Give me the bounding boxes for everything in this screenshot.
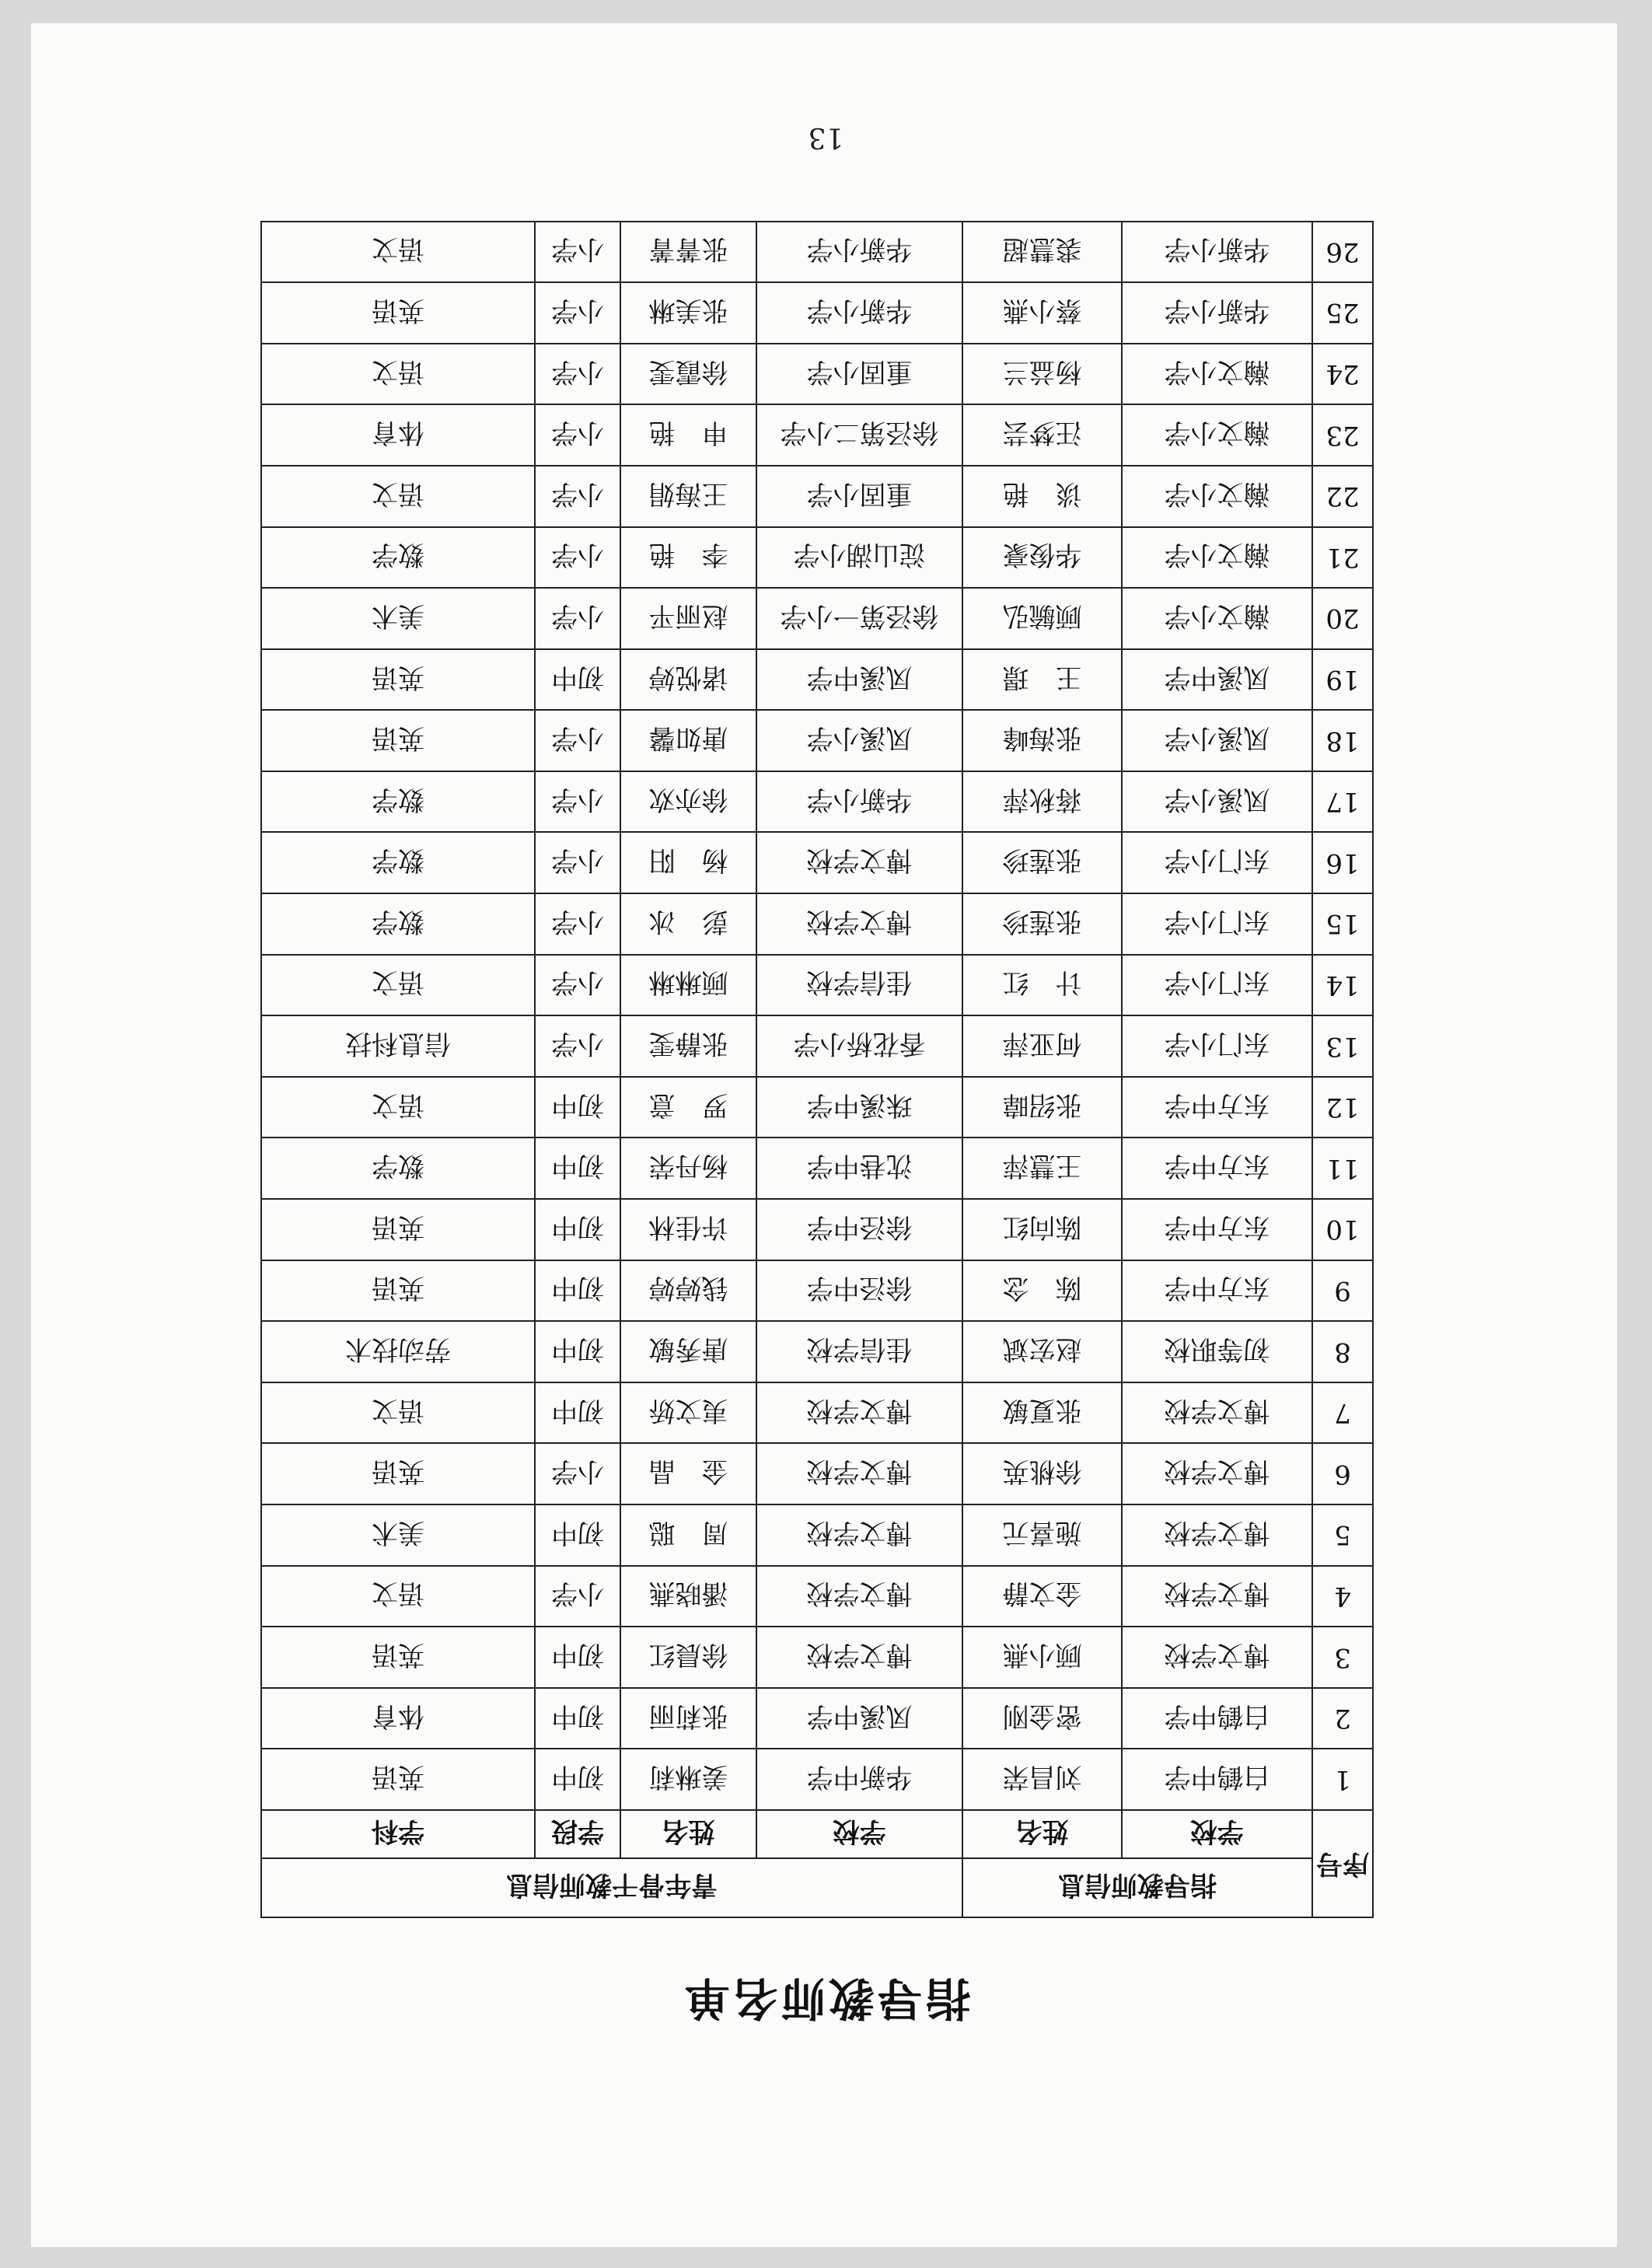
stage-cell: 初中 — [535, 1077, 620, 1138]
mentor-school-cell: 东方中学 — [1122, 1260, 1312, 1322]
mentor-name-cell: 顾毓弘 — [962, 588, 1122, 649]
stage-cell: 初中 — [535, 1688, 620, 1749]
young-name-cell: 钱婷婷 — [620, 1260, 756, 1322]
young-school-cell: 博文学校 — [756, 1566, 962, 1627]
mentor-school-cell: 瀚文小学 — [1122, 588, 1312, 649]
stage-cell: 小学 — [535, 1566, 620, 1627]
young-name-cell: 徐霞雯 — [620, 344, 756, 405]
mentor-name-cell: 王慧萍 — [962, 1137, 1122, 1199]
mentor-name-cell: 徐桃英 — [962, 1443, 1122, 1504]
mentor-name-cell: 张海峰 — [962, 710, 1122, 771]
subject-cell: 信息科技 — [261, 1015, 535, 1077]
mentor-school-cell: 白鹤中学 — [1122, 1688, 1312, 1749]
subject-cell: 美术 — [261, 588, 535, 649]
young-school-cell: 徐泾中学 — [756, 1260, 962, 1322]
mentor-name-cell: 密金刚 — [962, 1688, 1122, 1749]
young-name-header: 姓名 — [620, 1810, 756, 1858]
row-number: 10 — [1312, 1199, 1373, 1260]
table-row — [261, 649, 1373, 711]
young-school-cell: 博文学校 — [756, 833, 962, 894]
young-school-cell: 重固小学 — [756, 466, 962, 527]
young-school-cell: 凤溪中学 — [756, 1688, 962, 1749]
mentor-name-cell: 裘慧超 — [962, 222, 1122, 283]
young-name-cell: 徐亦欢 — [620, 771, 756, 833]
mentor-name-header: 姓名 — [962, 1810, 1122, 1858]
mentor-name-cell: 何亚萍 — [962, 1015, 1122, 1077]
row-number: 14 — [1312, 955, 1373, 1016]
row-number: 22 — [1312, 466, 1373, 527]
stage-cell: 初中 — [535, 1321, 620, 1382]
young-name-cell: 李 艳 — [620, 527, 756, 589]
young-name-cell: 徐晨红 — [620, 1627, 756, 1688]
group-header-row — [261, 1858, 1373, 1917]
row-number: 8 — [1312, 1321, 1373, 1382]
mentor-school-cell: 瀚文小学 — [1122, 527, 1312, 589]
row-number: 2 — [1312, 1688, 1373, 1749]
row-number: 3 — [1312, 1627, 1373, 1688]
mentor-school-cell: 华新小学 — [1122, 282, 1312, 344]
mentor-school-cell: 东门小学 — [1122, 893, 1312, 955]
table-row — [261, 955, 1373, 1016]
row-number: 21 — [1312, 527, 1373, 589]
mentor-school-cell: 凤溪小学 — [1122, 771, 1312, 833]
stage-cell: 小学 — [535, 588, 620, 649]
subject-cell: 语文 — [261, 1077, 535, 1138]
stage-cell: 小学 — [535, 955, 620, 1016]
table-row — [261, 1260, 1373, 1322]
young-school-cell: 博文学校 — [756, 893, 962, 955]
table-row — [261, 1321, 1373, 1382]
row-number: 25 — [1312, 282, 1373, 344]
young-name-cell: 杨 阳 — [620, 833, 756, 894]
table-row — [261, 833, 1373, 894]
mentor-school-cell: 东门小学 — [1122, 955, 1312, 1016]
mentor-school-cell: 博文学校 — [1122, 1382, 1312, 1444]
stage-cell: 小学 — [535, 710, 620, 771]
mentor-school-header: 学校 — [1122, 1810, 1312, 1858]
stage-cell: 初中 — [535, 649, 620, 711]
stage-cell: 小学 — [535, 466, 620, 527]
young-school-cell: 佳信学校 — [756, 955, 962, 1016]
subject-cell: 语文 — [261, 955, 535, 1016]
mentor-name-cell: 施喜元 — [962, 1504, 1122, 1566]
stage-cell: 初中 — [535, 1749, 620, 1810]
mentor-school-cell: 华新小学 — [1122, 222, 1312, 283]
stage-cell: 初中 — [535, 1382, 620, 1444]
table-row — [261, 1137, 1373, 1199]
table-row — [261, 893, 1373, 955]
mentor-name-cell: 张绍暐 — [962, 1077, 1122, 1138]
mentor-school-cell: 凤溪中学 — [1122, 649, 1312, 711]
subject-cell: 英语 — [261, 710, 535, 771]
row-number: 26 — [1312, 222, 1373, 283]
row-number: 16 — [1312, 833, 1373, 894]
subject-cell: 数学 — [261, 1137, 535, 1199]
subject-cell: 英语 — [261, 1260, 535, 1322]
row-number: 6 — [1312, 1443, 1373, 1504]
young-school-cell: 徐泾中学 — [756, 1199, 962, 1260]
row-number: 19 — [1312, 649, 1373, 711]
row-number: 5 — [1312, 1504, 1373, 1566]
mentor-school-cell: 瀚文小学 — [1122, 344, 1312, 405]
subject-cell: 体育 — [261, 1688, 535, 1749]
subject-cell: 美术 — [261, 1504, 535, 1566]
stage-cell: 小学 — [535, 771, 620, 833]
stage-cell: 小学 — [535, 833, 620, 894]
mentor-name-cell: 陈向红 — [962, 1199, 1122, 1260]
mentor-name-cell: 金文静 — [962, 1566, 1122, 1627]
young-name-cell: 张静雯 — [620, 1015, 756, 1077]
young-school-cell: 博文学校 — [756, 1504, 962, 1566]
subject-header: 学科 — [261, 1810, 535, 1858]
young-school-cell: 华新中学 — [756, 1749, 962, 1810]
table-row — [261, 1382, 1373, 1444]
mentor-school-cell: 东方中学 — [1122, 1077, 1312, 1138]
stage-cell: 小学 — [535, 222, 620, 283]
young-school-cell: 华新小学 — [756, 222, 962, 283]
table-row — [261, 1688, 1373, 1749]
mentor-name-cell: 王 璟 — [962, 649, 1122, 711]
mentor-name-cell: 蔡小燕 — [962, 282, 1122, 344]
mentor-name-cell: 计 红 — [962, 955, 1122, 1016]
table-row — [261, 1749, 1373, 1810]
young-school-cell: 华新小学 — [756, 282, 962, 344]
row-number: 15 — [1312, 893, 1373, 955]
subject-cell: 英语 — [261, 282, 535, 344]
table-row — [261, 466, 1373, 527]
young-name-cell: 潘晓燕 — [620, 1566, 756, 1627]
mentor-school-cell: 东门小学 — [1122, 1015, 1312, 1077]
stage-cell: 初中 — [535, 1260, 620, 1322]
mentor-school-cell: 博文学校 — [1122, 1566, 1312, 1627]
young-school-cell: 博文学校 — [756, 1627, 962, 1688]
young-name-cell: 杨丹荣 — [620, 1137, 756, 1199]
row-number: 24 — [1312, 344, 1373, 405]
mentor-school-cell: 瀚文小学 — [1122, 466, 1312, 527]
mentor-school-cell: 初等职校 — [1122, 1321, 1312, 1382]
young-name-cell: 唐秀敏 — [620, 1321, 756, 1382]
mentor-school-cell: 博文学校 — [1122, 1627, 1312, 1688]
seq-header: 序号 — [1312, 1810, 1373, 1917]
young-school-cell: 徐泾第一小学 — [756, 588, 962, 649]
young-school-cell: 博文学校 — [756, 1443, 962, 1504]
young-name-cell: 赵丽平 — [620, 588, 756, 649]
young-group-header: 青年骨干教师信息 — [261, 1858, 962, 1917]
mentor-school-cell: 东门小学 — [1122, 833, 1312, 894]
table-row — [261, 1566, 1373, 1627]
young-name-cell: 许佳林 — [620, 1199, 756, 1260]
young-school-cell: 凤溪中学 — [756, 649, 962, 711]
subject-cell: 数学 — [261, 771, 535, 833]
table-row — [261, 1504, 1373, 1566]
young-name-cell: 夷文娇 — [620, 1382, 756, 1444]
young-school-cell: 徐泾第二小学 — [756, 404, 962, 466]
row-number: 9 — [1312, 1260, 1373, 1322]
column-header-row — [261, 1810, 1373, 1858]
subject-cell: 语文 — [261, 222, 535, 283]
row-number: 18 — [1312, 710, 1373, 771]
subject-cell: 体育 — [261, 404, 535, 466]
row-number: 1 — [1312, 1749, 1373, 1810]
subject-cell: 劳动技术 — [261, 1321, 535, 1382]
table-row — [261, 527, 1373, 589]
mentor-name-cell: 谈 艳 — [962, 466, 1122, 527]
stage-cell: 小学 — [535, 527, 620, 589]
table-row — [261, 1443, 1373, 1504]
young-name-cell: 王海娟 — [620, 466, 756, 527]
mentor-name-cell: 刘昌荣 — [962, 1749, 1122, 1810]
stage-header: 学段 — [535, 1810, 620, 1858]
stage-cell: 小学 — [535, 1443, 620, 1504]
mentor-table — [260, 221, 1374, 1918]
young-school-cell: 珠溪中学 — [756, 1077, 962, 1138]
mentor-name-cell: 蒋秋萍 — [962, 771, 1122, 833]
row-number: 17 — [1312, 771, 1373, 833]
row-number: 11 — [1312, 1137, 1373, 1199]
stage-cell: 初中 — [535, 1627, 620, 1688]
young-school-cell: 凤溪小学 — [756, 710, 962, 771]
subject-cell: 英语 — [261, 1199, 535, 1260]
mentor-name-cell: 赵宏斌 — [962, 1321, 1122, 1382]
mentor-school-cell: 凤溪小学 — [1122, 710, 1312, 771]
table-row — [261, 588, 1373, 649]
mentor-name-cell: 张莲珍 — [962, 833, 1122, 894]
stage-cell: 小学 — [535, 893, 620, 955]
table-body — [261, 222, 1373, 1810]
young-school-cell: 淀山湖小学 — [756, 527, 962, 589]
young-name-cell: 张菁菁 — [620, 222, 756, 283]
subject-cell: 数学 — [261, 893, 535, 955]
young-name-cell: 彭 冰 — [620, 893, 756, 955]
table-row — [261, 344, 1373, 405]
subject-cell: 语文 — [261, 466, 535, 527]
mentor-school-cell: 博文学校 — [1122, 1443, 1312, 1504]
stage-cell: 小学 — [535, 404, 620, 466]
stage-cell: 小学 — [535, 282, 620, 344]
mentor-name-cell: 杨益兰 — [962, 344, 1122, 405]
subject-cell: 语文 — [261, 1382, 535, 1444]
young-name-cell: 张莉丽 — [620, 1688, 756, 1749]
young-name-cell: 唐如馨 — [620, 710, 756, 771]
stage-cell: 初中 — [535, 1137, 620, 1199]
young-school-cell: 博文学校 — [756, 1382, 962, 1444]
young-school-cell: 华新小学 — [756, 771, 962, 833]
row-number: 12 — [1312, 1077, 1373, 1138]
young-school-cell: 香花桥小学 — [756, 1015, 962, 1077]
young-name-cell: 诸悦婷 — [620, 649, 756, 711]
stage-cell: 小学 — [535, 344, 620, 405]
mentor-school-cell: 东方中学 — [1122, 1137, 1312, 1199]
young-name-cell: 申 艳 — [620, 404, 756, 466]
stage-cell: 小学 — [535, 1015, 620, 1077]
document-title: 指导教师名单 — [681, 1972, 971, 2025]
table-row — [261, 1627, 1373, 1688]
table-row — [261, 404, 1373, 466]
table-row — [261, 710, 1373, 771]
row-number: 13 — [1312, 1015, 1373, 1077]
table-row — [261, 1077, 1373, 1138]
subject-cell: 英语 — [261, 1443, 535, 1504]
mentor-group-header: 指导教师信息 — [962, 1858, 1312, 1917]
mentor-school-cell: 东方中学 — [1122, 1199, 1312, 1260]
young-name-cell: 顾琳琳 — [620, 955, 756, 1016]
mentor-school-cell: 瀚文小学 — [1122, 404, 1312, 466]
table-row — [261, 282, 1373, 344]
table-row — [261, 1015, 1373, 1077]
mentor-school-cell: 博文学校 — [1122, 1504, 1312, 1566]
subject-cell: 数学 — [261, 527, 535, 589]
young-name-cell: 罗 意 — [620, 1077, 756, 1138]
table-row — [261, 1199, 1373, 1260]
young-name-cell: 金 晶 — [620, 1443, 756, 1504]
table-row — [261, 222, 1373, 283]
young-school-cell: 沈巷中学 — [756, 1137, 962, 1199]
subject-cell: 英语 — [261, 649, 535, 711]
row-number: 4 — [1312, 1566, 1373, 1627]
subject-cell: 英语 — [261, 1749, 535, 1810]
young-name-cell: 张美琳 — [620, 282, 756, 344]
young-name-cell: 姜琳莉 — [620, 1749, 756, 1810]
table-row — [261, 771, 1373, 833]
young-school-cell: 佳信学校 — [756, 1321, 962, 1382]
mentor-name-cell: 汪梦芸 — [962, 404, 1122, 466]
subject-cell: 英语 — [261, 1627, 535, 1688]
row-number: 7 — [1312, 1382, 1373, 1444]
young-name-cell: 周 聪 — [620, 1504, 756, 1566]
mentor-name-cell: 张莲珍 — [962, 893, 1122, 955]
subject-cell: 语文 — [261, 1566, 535, 1627]
row-number: 20 — [1312, 588, 1373, 649]
stage-cell: 初中 — [535, 1199, 620, 1260]
row-number: 23 — [1312, 404, 1373, 466]
mentor-name-cell: 顾小燕 — [962, 1627, 1122, 1688]
mentor-school-cell: 白鹤中学 — [1122, 1749, 1312, 1810]
mentor-name-cell: 华俊豪 — [962, 527, 1122, 589]
subject-cell: 语文 — [261, 344, 535, 405]
mentor-name-cell: 陈 念 — [962, 1260, 1122, 1322]
young-school-header: 学校 — [756, 1810, 962, 1858]
young-school-cell: 重固小学 — [756, 344, 962, 405]
stage-cell: 初中 — [535, 1504, 620, 1566]
subject-cell: 数学 — [261, 833, 535, 894]
page-number: 13 — [808, 121, 844, 153]
mentor-name-cell: 张夏敏 — [962, 1382, 1122, 1444]
